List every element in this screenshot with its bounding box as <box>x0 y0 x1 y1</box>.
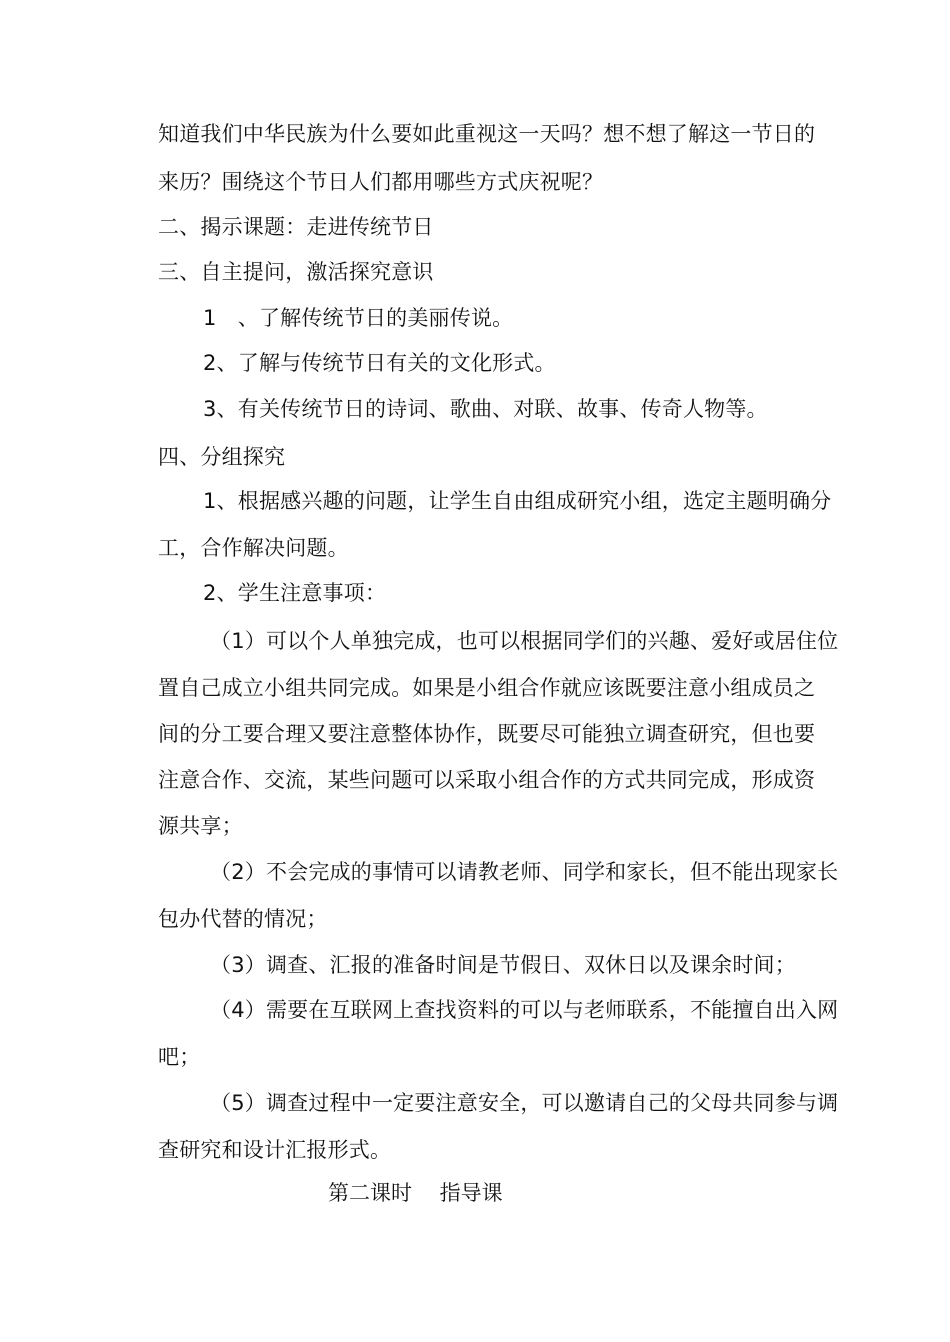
list-item-1: 1 、了解传统节日的美丽传说。 <box>203 306 514 330</box>
note-1-line-5: 源共享； <box>158 814 243 838</box>
list-item-2: 2、了解与传统节日有关的文化形式。 <box>203 351 556 375</box>
note-5-line-1: （5）调查过程中一定要注意安全，可以邀请自己的父母共同参与调 <box>210 1091 839 1115</box>
note-1-line-4: 注意合作、交流，某些问题可以采取小组合作的方式共同完成，形成资 <box>158 768 816 792</box>
note-3: （3）调查、汇报的准备时间是节假日、双休日以及课余时间； <box>210 953 796 977</box>
note-1-line-3: 间的分工要合理又要注意整体协作，既要尽可能独立调查研究，但也要 <box>158 722 816 746</box>
group-item-2: 2、学生注意事项： <box>203 581 387 605</box>
note-1-line-2: 置自己成立小组共同完成。如果是小组合作就应该既要注意小组成员之 <box>158 676 816 700</box>
list-item-3: 3、有关传统节日的诗词、歌曲、对联、故事、传奇人物等。 <box>203 397 768 421</box>
note-2-line-1: （2）不会完成的事情可以请教老师、同学和家长，但不能出现家长 <box>210 860 839 884</box>
heading-group-inquiry: 四、分组探究 <box>158 445 286 469</box>
section-title: 第二课时 指导课 <box>328 1181 503 1205</box>
heading-reveal-topic: 二、揭示课题：走进传统节日 <box>158 215 434 239</box>
group-item-1-line-2: 工，合作解决问题。 <box>158 536 349 560</box>
note-4-line-1: （4）需要在互联网上查找资料的可以与老师联系，不能擅自出入网 <box>210 998 839 1022</box>
group-item-1-line-1: 1、根据感兴趣的问题，让学生自由组成研究小组，选定主题明确分 <box>203 489 832 513</box>
note-4-line-2: 吧； <box>158 1045 201 1069</box>
note-5-line-2: 查研究和设计汇报形式。 <box>158 1138 392 1162</box>
paragraph-line-2: 来历？围绕这个节日人们都用哪些方式庆祝呢？ <box>158 170 604 194</box>
heading-self-questioning: 三、自主提问，激活探究意识 <box>158 260 434 284</box>
note-1-line-1: （1）可以个人单独完成，也可以根据同学们的兴趣、爱好或居住位 <box>210 629 839 653</box>
note-2-line-2: 包办代替的情况； <box>158 907 328 931</box>
paragraph-line-1: 知道我们中华民族为什么要如此重视这一天吗？想不想了解这一节日的 <box>158 122 816 146</box>
